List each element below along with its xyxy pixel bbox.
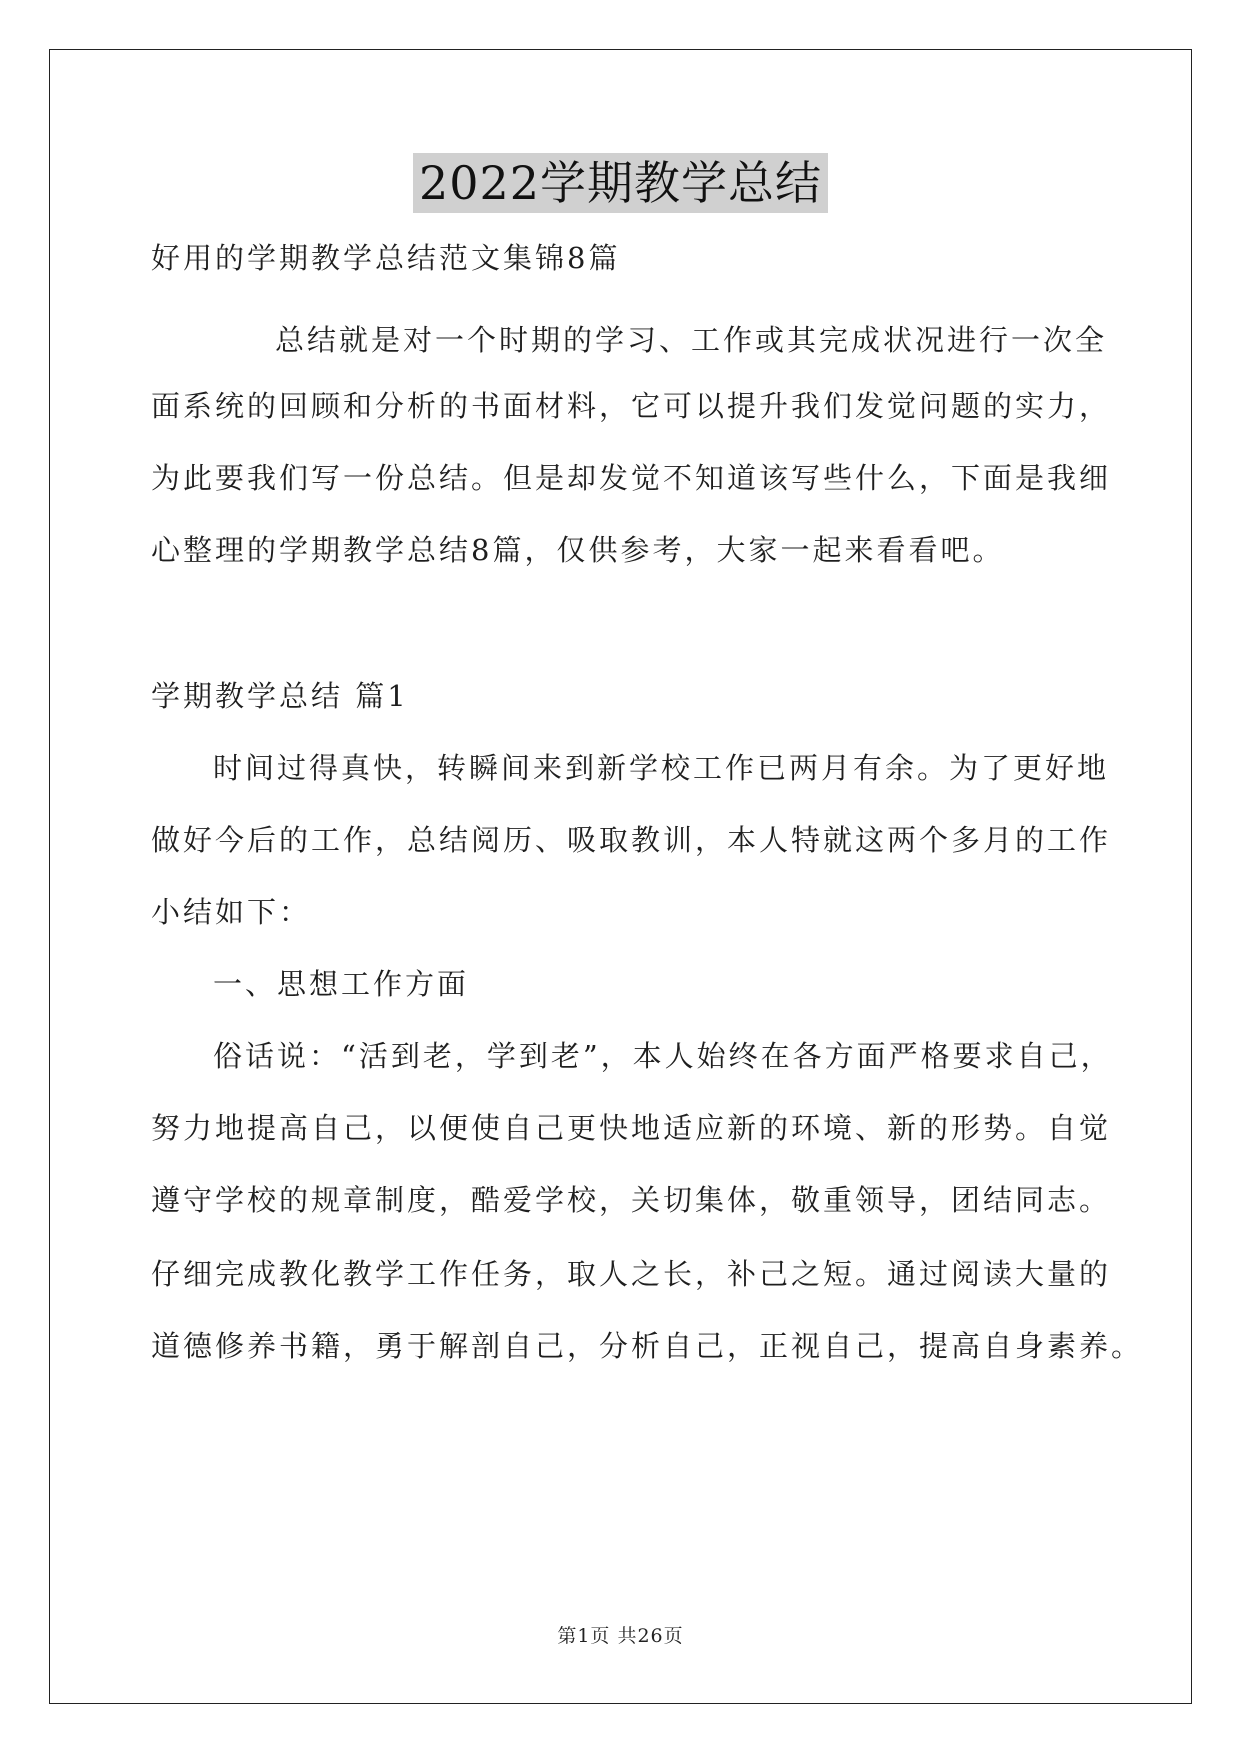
section-heading: 学期教学总结 篇1 <box>151 679 409 713</box>
document-subtitle: 好用的学期教学总结范文集锦8篇 <box>151 241 621 275</box>
paragraph-line: 道德修养书籍，勇于解剖自己，分析自己，正视自己，提高自身素养。 <box>151 1329 1144 1363</box>
page-border <box>49 49 1192 1704</box>
page-number-footer: 第1页 共26页 <box>557 1625 684 1647</box>
paragraph-line: 努力地提高自己，以便使自己更快地适应新的环境、新的形势。自觉 <box>151 1111 1112 1145</box>
paragraph-line: 时间过得真快，转瞬间来到新学校工作已两月有余。为了更好地 <box>213 751 1110 785</box>
intro-line-4: 心整理的学期教学总结8篇，仅供参考，大家一起来看看吧。 <box>151 533 1005 567</box>
intro-line-1: 总结就是对一个时期的学习、工作或其完成状况进行一次全 <box>275 323 1108 357</box>
title-container <box>0 153 1241 213</box>
paragraph-line: 遵守学校的规章制度，酷爱学校，关切集体，敬重领导，团结同志。 <box>151 1183 1112 1217</box>
paragraph-line: 仔细完成教化教学工作任务，取人之长，补己之短。通过阅读大量的 <box>151 1257 1112 1291</box>
paragraph-line: 小结如下： <box>151 895 312 929</box>
intro-line-2: 面系统的回顾和分析的书面材料，它可以提升我们发觉问题的实力， <box>151 389 1112 423</box>
subsection-heading: 一、思想工作方面 <box>213 967 470 1001</box>
paragraph-line: 俗话说：“活到老，学到老”，本人始终在各方面严格要求自己， <box>213 1039 1113 1073</box>
intro-line-3: 为此要我们写一份总结。但是却发觉不知道该写些什么，下面是我细 <box>151 461 1112 495</box>
document-title: 2022学期教学总结 <box>413 153 828 213</box>
paragraph-line: 做好今后的工作，总结阅历、吸取教训，本人特就这两个多月的工作 <box>151 823 1112 857</box>
